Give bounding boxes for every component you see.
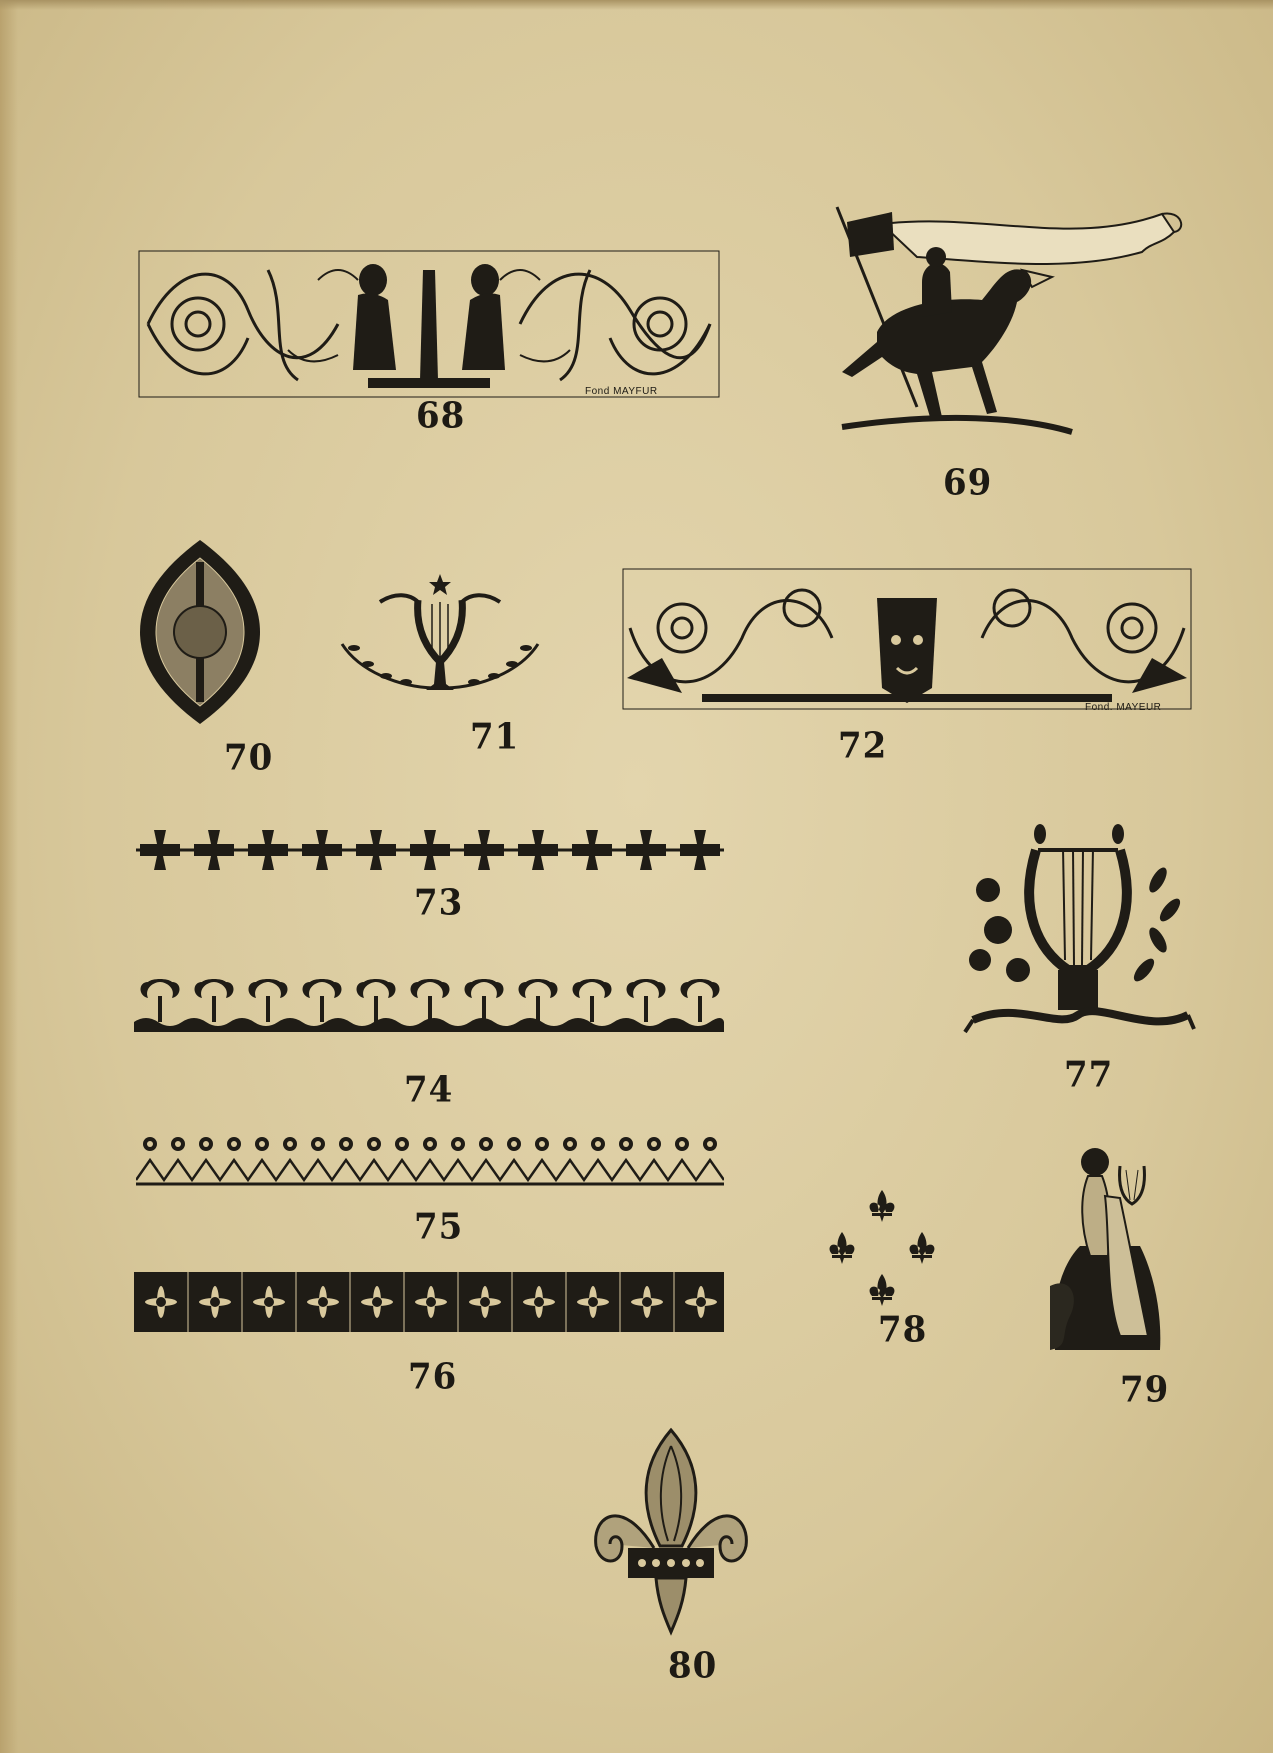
plate-75-number: 75 (414, 1206, 464, 1248)
lyre-roses-laurel-icon (958, 820, 1198, 1050)
plate-70-number: 70 (224, 737, 274, 779)
plate-71-number: 71 (470, 716, 520, 758)
paper-edge-shadow (0, 0, 18, 1753)
plate-80-number: 80 (668, 1645, 718, 1687)
palmette-border-icon (134, 978, 724, 1038)
ornate-fleur-de-lis-icon (592, 1426, 750, 1636)
plate-68-credit: Fond MAYFUR (585, 386, 658, 397)
plate-72-number: 72 (838, 725, 888, 767)
knight-on-horse-with-banner-icon (822, 202, 1200, 452)
plate-69-number: 69 (943, 462, 993, 504)
plate-68-number: 68 (416, 395, 466, 437)
plate-74-number: 74 (404, 1069, 454, 1111)
rosette-tile-border-icon (134, 1272, 724, 1332)
fleuron-lace-border-icon (136, 1130, 724, 1188)
grotesque-mask-frieze-icon (622, 568, 1192, 710)
cherub-scroll-frieze-icon (138, 250, 720, 398)
oval-seal-monogram-icon (138, 538, 262, 726)
plate-77-number: 77 (1064, 1054, 1114, 1096)
woman-playing-lyre-icon (1050, 1136, 1170, 1350)
cross-flower-border-icon (136, 825, 724, 875)
plate-73-number: 73 (414, 882, 464, 924)
paper-top-edge (0, 0, 1273, 10)
plate-78-number: 78 (878, 1309, 928, 1351)
plate-79-number: 79 (1120, 1369, 1170, 1411)
plate-76-number: 76 (408, 1356, 458, 1398)
lyre-laurel-icon (340, 572, 542, 702)
four-fleur-de-lis-icon (822, 1188, 942, 1308)
plate-72-credit: Fond. MAYEUR (1085, 702, 1162, 713)
